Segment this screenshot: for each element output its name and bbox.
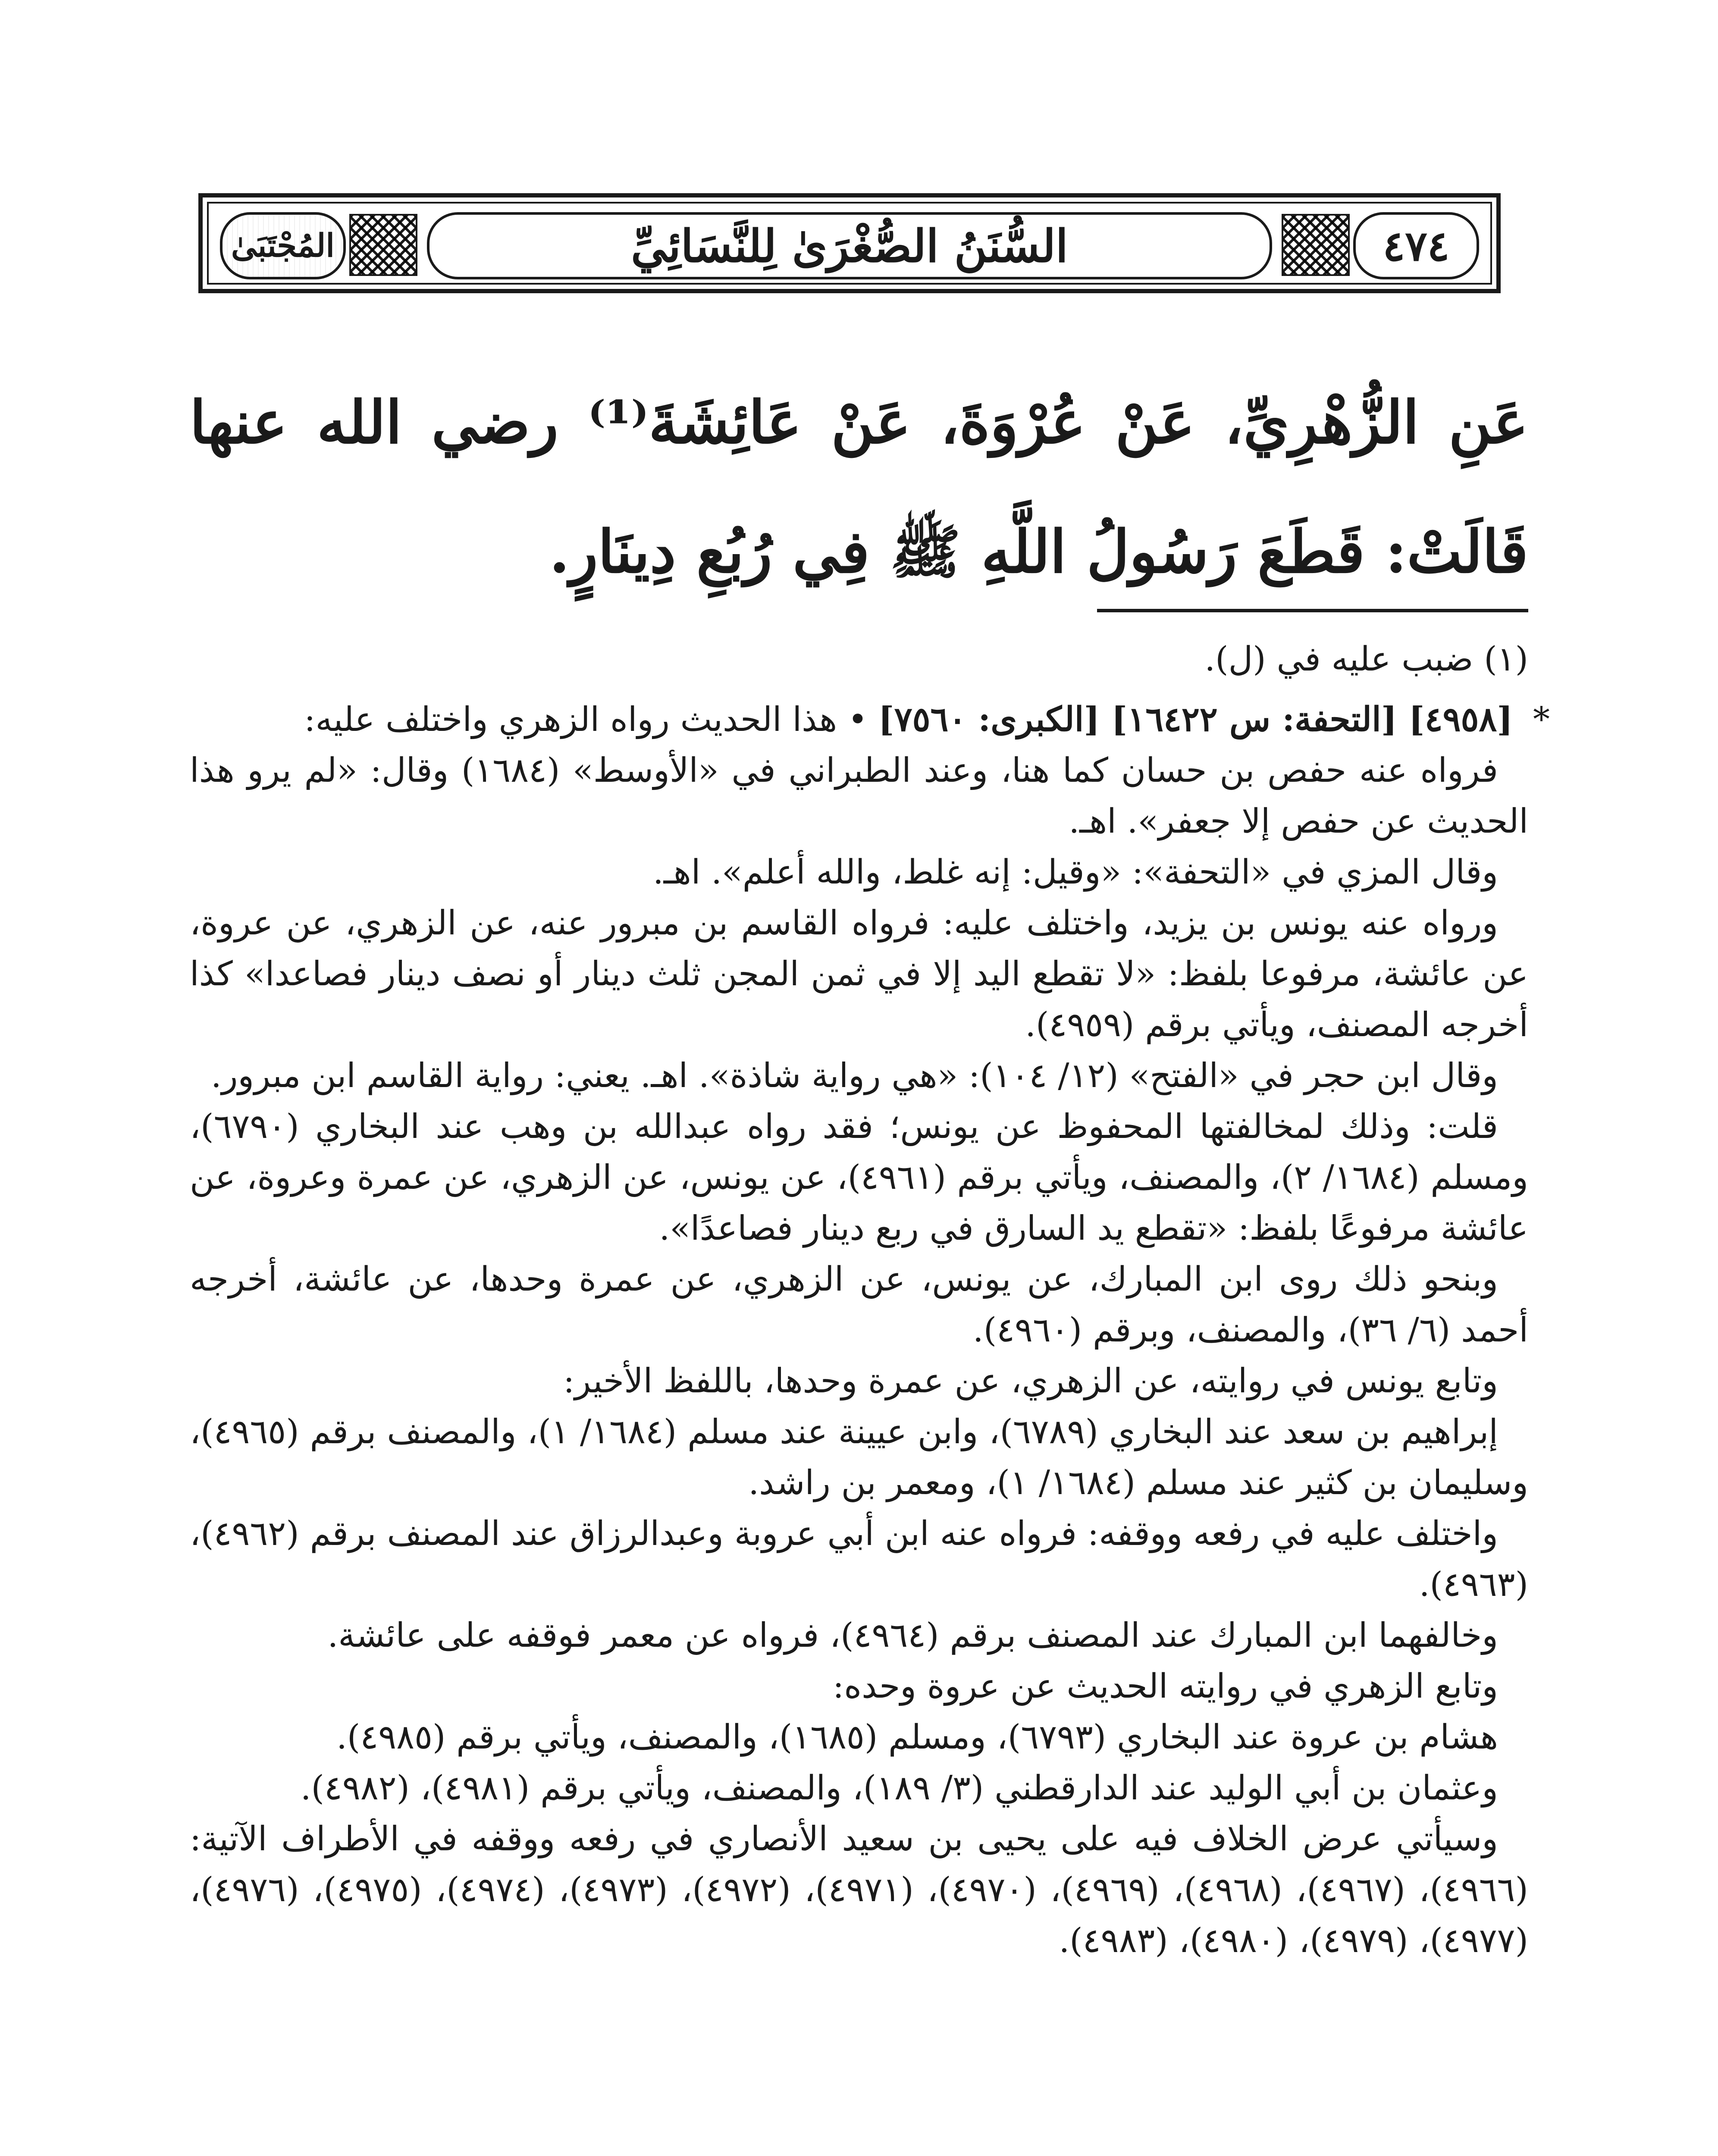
footnote-separator [1097,609,1528,612]
commentary-paragraph: فرواه عنه حفص بن حسان كما هنا، وعند الطبراني في «الأوسط» (١٦٨٤) وقال: «لم يرو هذا الحديث عن حفص إلا جعفر». اهـ. [190,751,1528,841]
commentary-paragraph: إبراهيم بن سعد عند البخاري (٦٧٨٩)، وابن عيينة عند مسلم (١٦٨٤/ ١)، والمصنف برقم (٤٩٦٥)، وسليمان بن كثير عند مسلم (١٦٨٤/ ١)، ومعمر بن راشد. [190,1413,1528,1502]
book-title: السُّنَنُ الصُّغْرَىٰ لِلنَّسَائِيِّ [427,212,1272,279]
commentary-paragraph: وعثمان بن أبي الوليد عند الدارقطني (٣/ ١٨٩)، والمصنف، ويأتي برقم (٤٩٨١)، (٤٩٨٢). [300,1769,1498,1808]
hadith-text [190,358,1528,617]
commentary-paragraph: هشام بن عروة عند البخاري (٦٧٩٣)، ومسلم (١٦٨٥)، والمصنف، ويأتي برقم (٤٩٨٥). [336,1718,1498,1757]
hadith-body: عَنِ الزُّهْرِيِّ، عَنْ عُرْوَةَ، عَنْ عَائِشَةَ⁽¹⁾ رضي الله عنها قَالَتْ: قَطَعَ رَسُولُ اللَّهِ ﷺ فِي رُبُعِ دِينَارٍ. [190,388,1528,586]
commentary-paragraph: وسيأتي عرض الخلاف فيه على يحيى بن سعيد الأنصاري في رفعه ووقفه في الأطراف الآتية: (٤٩٦٦)، (٤٩٦٧)، (٤٩٦٨)، (٤٩٦٩)، (٤٩٧٠)، (٤٩٧١)، (٤٩٧٢)، (٤٩٧٣)، (٤٩٧٤)، (٤٩٧٥)، (٤٩٧٦)، (٤٩٧٧)، (٤٩٧٩)، (٤٩٨٠)، (٤٩٨٣). [190,1820,1528,1960]
commentary-paragraph: وتابع الزهري في روايته الحديث عن عروة وحده: [832,1667,1498,1706]
ornament-icon [349,214,417,276]
hadith-reference: [٤٩٥٨] [التحفة: س ١٦٤٢٢] [الكبرى: ٧٥٦٠] [878,700,1513,739]
commentary-paragraph: وتابع يونس في روايته، عن الزهري، عن عمرة وحدها، باللفظ الأخير: [563,1362,1498,1401]
commentary-paragraph: واختلف عليه في رفعه ووقفه: فرواه عنه ابن أبي عروبة وعبدالرزاق عند المصنف برقم (٤٩٦٢)، (٤٩٦٣). [190,1514,1528,1604]
footnote: (١) ضبب عليه في (ل). [1204,640,1528,679]
commentary-paragraph: ورواه عنه يونس بن يزيد، واختلف عليه: فرواه القاسم بن مبرور عنه، عن الزهري، عن عروة، عن عائشة، مرفوعا بلفظ: «لا تقطع اليد إلا في ثمن المجن ثلث دينار أو نصف دينار فصاعدا» كذا أخرجه المصنف، ويأتي برقم (٤٩٥٩). [190,904,1528,1044]
commentary-paragraph: وبنحو ذلك روى ابن المبارك، عن يونس، عن الزهري، عن عمرة وحدها، عن عائشة، أخرجه أحمد (٦/ ٣٦)، والمصنف، وبرقم (٤٩٦٠). [190,1260,1528,1350]
star-marker: * [1533,700,1550,739]
series-title: المُجْتَبَىٰ [220,212,346,279]
ornament-icon [1282,214,1350,276]
commentary-paragraph: قلت: وذلك لمخالفتها المحفوظ عن يونس؛ فقد رواه عبدالله بن وهب عند البخاري (٦٧٩٠)، ومسلم (١٦٨٤/ ٢)، والمصنف، ويأتي برقم (٤٩٦١)، عن يونس، عن الزهري، عن عمرة وعروة، عن عائشة مرفوعًا بلفظ: «تقطع يد السارق في ربع دينار فصاعدًا». [190,1107,1528,1248]
page-header [198,193,1501,293]
commentary-paragraph: وقال المزي في «التحفة»: «وقيل: إنه غلط، والله أعلم». اهـ. [652,853,1498,892]
commentary-paragraph: وخالفهما ابن المبارك عند المصنف برقم (٤٩٦٤)، فرواه عن معمر فوقفه على عائشة. [327,1616,1498,1655]
commentary-heading [190,694,1550,745]
reference-note: • هذا الحديث رواه الزهري واختلف عليه: [304,700,868,739]
commentary-paragraph: وقال ابن حجر في «الفتح» (١٢/ ١٠٤): «هي رواية شاذة». اهـ. يعني: رواية القاسم ابن مبرور. [210,1056,1498,1095]
page-number: ٤٧٤ [1353,212,1479,279]
notes-section [190,634,1550,1966]
